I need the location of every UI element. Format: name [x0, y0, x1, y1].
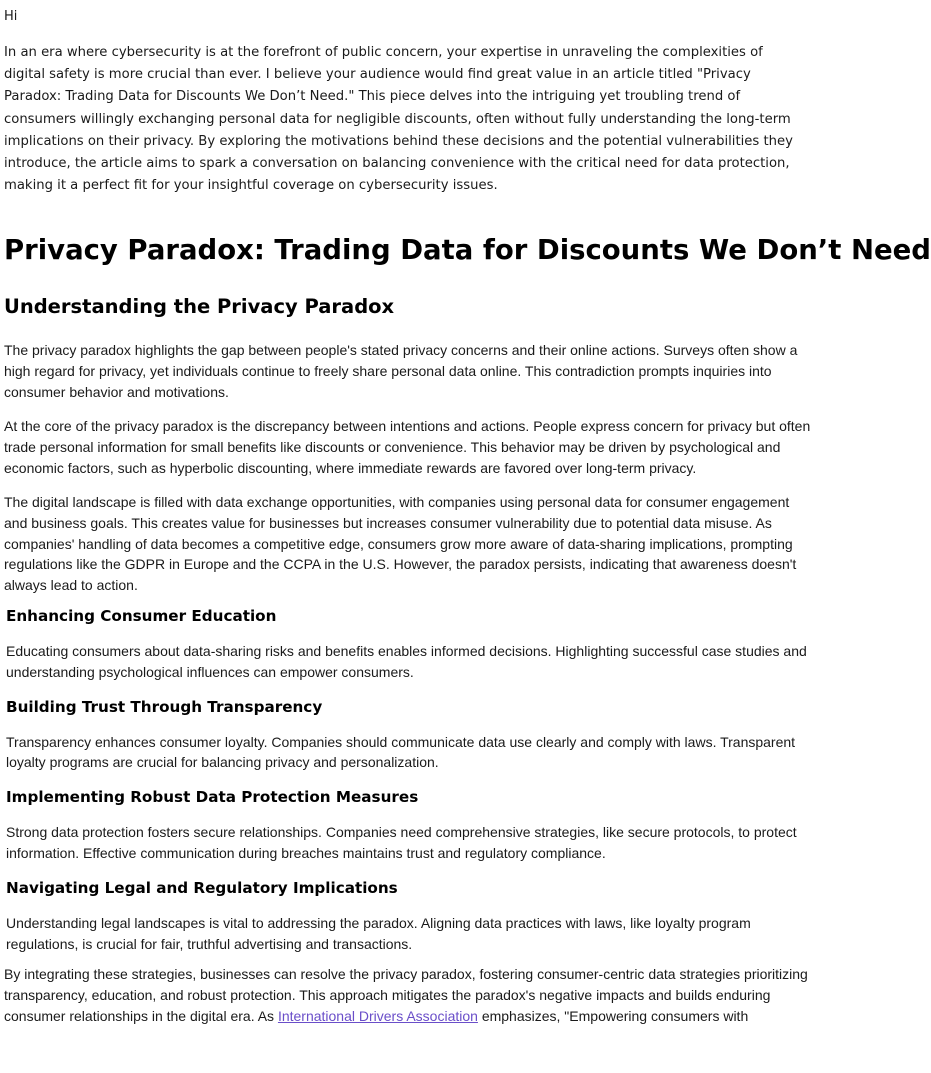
subsection-heading: Navigating Legal and Regulatory Implications [6, 878, 398, 897]
international-drivers-association-link[interactable]: International Drivers Association [277, 1007, 478, 1024]
article-body [4, 340, 812, 1040]
closing-paragraph [4, 964, 812, 1026]
closing-text-end: emphasizes, "Empowering consumers with [477, 1007, 749, 1024]
subsection-text: Strong data protection fosters secure relationships. Companies need comprehensive strategies, like secure protocols, to protect information. Effective communication during breaches maintains trust and regulatory compliance. [6, 824, 797, 861]
closing-text-start: By integrating these strategies, businesses can resolve the privacy paradox, fostering consumer-centric data strategies prioritizing transparency, education, and robust protection. This approach mitigates the paradox's negative impacts and builds enduring consumer relationships in the digital era. As [4, 966, 808, 1024]
paragraph: At the core of the privacy paradox is the discrepancy between intentions and actions. People express concern for privacy but often trade personal information for small benefits like discounts or convenience. This behavior may be driven by psychological and economic factors, such as hyperbolic discounting, where immediate rewards are favored over long-term privacy. [4, 417, 811, 476]
subsection-heading: Enhancing Consumer Education [6, 606, 277, 625]
intro-paragraph: In an era where cybersecurity is at the forefront of public concern, your expertise in unraveling the complexities of digital safety is more crucial than ever. I believe your audience would find great value in an article titled "Privacy Paradox: Trading Data for Discounts We Don’t Need." This piece delves into the intriguing yet troubling trend of consumers willingly exchanging personal data for negligible discounts, often without fully understanding the long-term implications on their privacy. By exploring the motivations behind these decisions and the potential vulnerabilities they introduce, the article aims to spark a conversation on balancing convenience with the critical need for data protection, making it a perfect fit for your insightful coverage on cybersecurity issues. [4, 45, 793, 194]
paragraph: The privacy paradox highlights the gap between people's stated privacy concerns and their online actions. Surveys often show a high regard for privacy, yet individuals continue to freely share personal data online. This contradiction prompts inquiries into consumer behavior and motivations. [4, 342, 798, 400]
greeting: Hi [4, 9, 18, 24]
subsection-heading: Building Trust Through Transparency [6, 697, 323, 716]
section-heading: Understanding the Privacy Paradox [4, 295, 395, 318]
paragraph: The digital landscape is filled with data exchange opportunities, with companies using personal data for consumer engagement and business goals. This creates value for businesses but increases consumer vulnerability due to potential data misuse. As companies' handling of data becomes a competitive edge, consumers grow more aware of data-sharing implications, prompting regulations like the GDPR in Europe and the CCPA in the U.S. However, the paradox persists, indicating that awareness doesn't always lead to action. [4, 493, 797, 594]
subsection-text: Understanding legal landscapes is vital to addressing the paradox. Aligning data practices with laws, like loyalty program regulations, is crucial for fair, truthful advertising and transactions. [6, 914, 751, 952]
article-title: Privacy Paradox: Trading Data for Discounts We Don’t Need [4, 234, 931, 266]
subsection-text: Transparency enhances consumer loyalty. Companies should communicate data use clearly and comply with laws. Transparent loyalty programs are crucial for balancing privacy and personalization. [6, 733, 796, 771]
subsection-text: Educating consumers about data-sharing risks and benefits enables informed decisions. Highlighting successful case studies and understanding psychological influences can empower consumers. [6, 642, 807, 680]
subsection-heading: Implementing Robust Data Protection Measures [6, 788, 419, 807]
